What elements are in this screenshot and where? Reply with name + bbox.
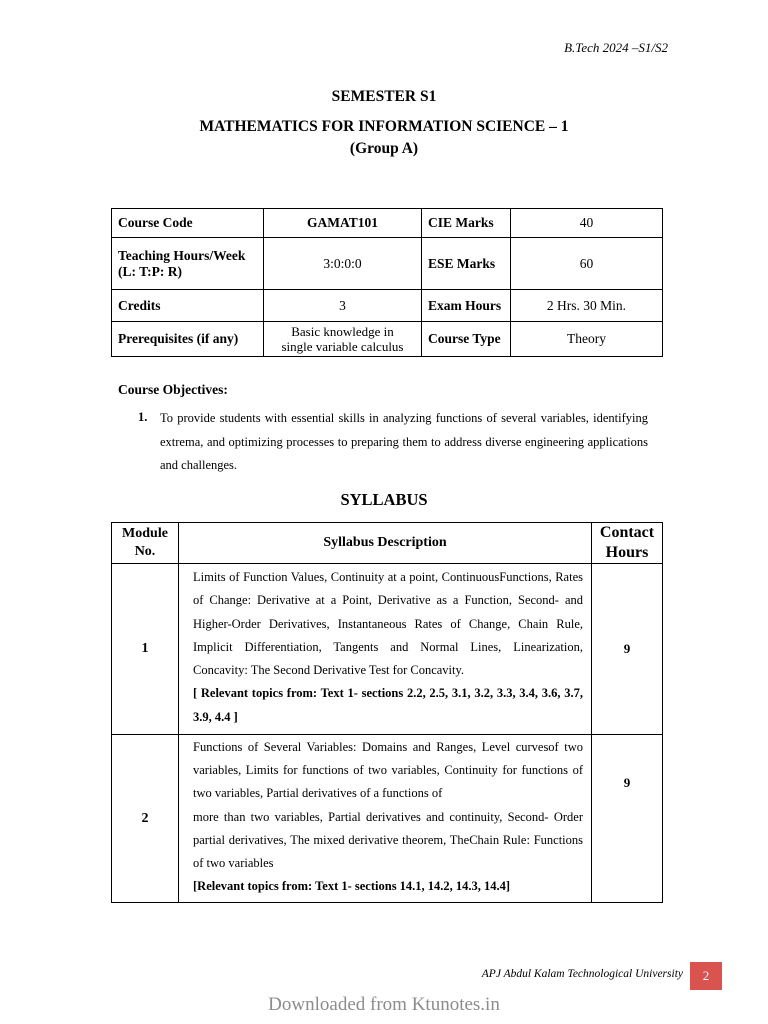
syllabus-table [111, 522, 663, 903]
prerequisites-value [264, 322, 422, 357]
course-type-value: Theory [511, 322, 663, 357]
teaching-hours-label [112, 238, 264, 290]
module-reference: [ Relevant topics from: Text 1- sections 2.2, 2.5, 3.1, 3.2, 3.3, 3.4, 3.6, 3.7, 3.9, 4.4 ] [193, 686, 583, 724]
prerequisites-value-line2: single variable calculus [281, 339, 404, 354]
download-source-note: Downloaded from Ktunotes.in [268, 994, 500, 1015]
objective-text: To provide students with essential skills in analyzing functions of several variables, identifying extrema, and optimizing processes to preparing them to address diverse engineering applications and challenges. [160, 411, 648, 472]
module-contact-hours: 9 [592, 564, 663, 735]
ese-marks-label: ESE Marks [422, 238, 511, 290]
exam-hours-label: Exam Hours [422, 290, 511, 322]
table-header-row [112, 523, 663, 564]
table-row [112, 322, 663, 357]
ese-marks-value: 60 [511, 238, 663, 290]
contact-header-line1: Contact [599, 524, 655, 541]
course-type-label: Course Type [422, 322, 511, 357]
course-code-value: GAMAT101 [264, 209, 422, 238]
module-description [179, 564, 592, 735]
objective-number: 1. [138, 410, 148, 424]
teaching-hours-label-line1: Teaching Hours/Week [118, 247, 246, 263]
group-title: (Group A) [349, 140, 419, 157]
teaching-hours-value: 3:0:0:0 [264, 238, 422, 290]
module-description [179, 735, 592, 903]
course-title: MATHEMATICS FOR INFORMATION SCIENCE – 1 [199, 118, 569, 135]
university-footer: APJ Abdul Kalam Technological University [481, 968, 683, 980]
module-number: 2 [112, 735, 179, 903]
table-row [112, 735, 663, 903]
table-row [112, 209, 663, 238]
contact-hours-column-header [592, 523, 663, 564]
credits-label: Credits [112, 290, 264, 322]
credits-value: 3 [264, 290, 422, 322]
semester-title: SEMESTER S1 [331, 88, 437, 105]
course-info-table [111, 208, 663, 357]
module-description-text: Limits of Function Values, Continuity at a point, ContinuousFunctions, Rates of Change: Derivative at a Point, Derivative as a Function, Second- and Higher-Order Derivatives, Instantaneous Rates of Change, Chain Rule, Implicit Differentiation, Tangents and Normal Lines, Linearization, Concavity: The Second Derivative Test for Concavity. [193, 570, 583, 678]
exam-hours-value: 2 Hrs. 30 Min. [511, 290, 663, 322]
cie-marks-label: CIE Marks [422, 209, 511, 238]
module-contact-hours: 9 [592, 735, 663, 903]
description-column-header: Syllabus Description [179, 523, 592, 564]
module-number: 1 [112, 564, 179, 735]
contact-header-line2: Hours [605, 544, 649, 561]
module-description-text-part1: Functions of Several Variables: Domains and Ranges, Level curvesof two variables, Limits for functions of two variables, Continuity for functions of two variables, Partial derivatives of a functions of [193, 740, 583, 801]
course-code-label: Course Code [112, 209, 264, 238]
module-header-line1: Module [122, 526, 168, 541]
prerequisites-value-line1: Basic knowledge in [291, 324, 394, 339]
page-number-badge: 2 [690, 962, 722, 990]
teaching-hours-label-line2: (L: T:P: R) [118, 263, 182, 279]
course-objectives-heading: Course Objectives: [118, 382, 228, 397]
module-reference: [Relevant topics from: Text 1- sections 14.1, 14.2, 14.3, 14.4] [193, 879, 511, 894]
table-row [112, 238, 663, 290]
table-row [112, 290, 663, 322]
table-row [112, 564, 663, 735]
cie-marks-value: 40 [511, 209, 663, 238]
syllabus-heading: SYLLABUS [340, 490, 428, 509]
module-column-header [112, 523, 179, 564]
module-header-line2: No. [134, 544, 156, 559]
module-description-text-part2: more than two variables, Partial derivatives and continuity, Second- Order partial derivatives, The mixed derivative theorem, TheChain Rule: Functions of two variables [193, 809, 583, 871]
program-header: B.Tech 2024 –S1/S2 [564, 40, 668, 55]
prerequisites-label: Prerequisites (if any) [112, 322, 264, 357]
